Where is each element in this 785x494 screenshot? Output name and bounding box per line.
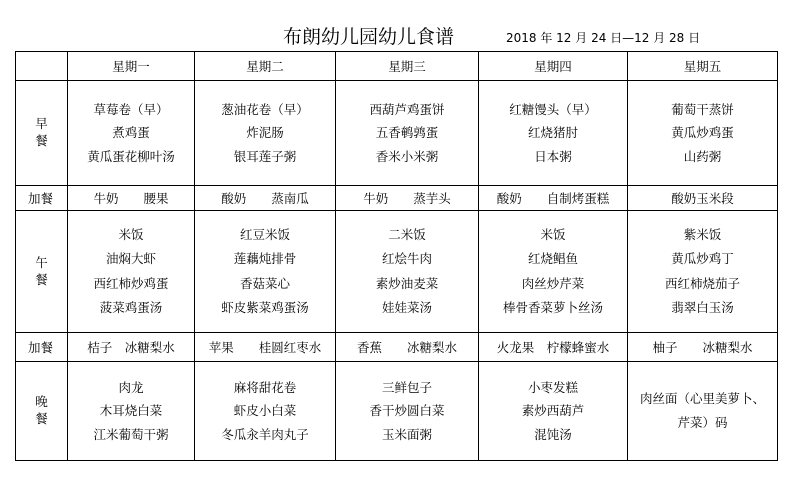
header-row bbox=[16, 52, 778, 81]
lunch-label: 午 餐 bbox=[16, 211, 68, 333]
menu-table bbox=[15, 51, 778, 461]
lunch-cell: 红豆米饭 莲藕炖排骨 香菇菜心 虾皮紫菜鸡蛋汤 bbox=[195, 211, 336, 333]
snack-am-label: 加餐 bbox=[16, 186, 68, 211]
corner-cell bbox=[16, 52, 68, 81]
breakfast-cell: 葡萄干蒸饼 黄瓜炒鸡蛋 山药粥 bbox=[628, 81, 778, 186]
page-title: 布朗幼儿园幼儿食谱 bbox=[283, 26, 455, 48]
snack-am-cell: 牛奶 蒸芋头 bbox=[336, 186, 479, 211]
snack-pm-row bbox=[16, 333, 778, 362]
lunch-cell: 米饭 红烧鲳鱼 肉丝炒芹菜 棒骨香菜萝卜丝汤 bbox=[479, 211, 628, 333]
snack-pm-cell: 火龙果 柠檬蜂蜜水 bbox=[479, 333, 628, 362]
breakfast-cell: 草莓卷（早） 煮鸡蛋 黄瓜蛋花柳叶汤 bbox=[68, 81, 195, 186]
snack-pm-cell: 香蕉 冰糖梨水 bbox=[336, 333, 479, 362]
breakfast-cell: 红糖馒头（早） 红烧猪肘 日本粥 bbox=[479, 81, 628, 186]
dinner-cell: 肉丝面（心里美萝卜、芹菜）码 bbox=[628, 362, 778, 461]
day-header: 星期一 bbox=[68, 52, 195, 81]
day-header: 星期二 bbox=[195, 52, 336, 81]
breakfast-row bbox=[16, 81, 778, 186]
breakfast-cell: 西葫芦鸡蛋饼 五香鹌鹑蛋 香米小米粥 bbox=[336, 81, 479, 186]
snack-pm-cell: 桔子 冰糖梨水 bbox=[68, 333, 195, 362]
dinner-cell: 小枣发糕 素炒西葫芦 混饨汤 bbox=[479, 362, 628, 461]
breakfast-label: 早 餐 bbox=[16, 81, 68, 186]
lunch-cell: 二米饭 红烩牛肉 素炒油麦菜 娃娃菜汤 bbox=[336, 211, 479, 333]
dinner-cell: 三鲜包子 香干炒圆白菜 玉米面粥 bbox=[336, 362, 479, 461]
snack-am-cell: 酸奶 蒸南瓜 bbox=[195, 186, 336, 211]
day-header: 星期五 bbox=[628, 52, 778, 81]
snack-am-cell: 牛奶 腰果 bbox=[68, 186, 195, 211]
snack-am-row bbox=[16, 186, 778, 211]
dinner-row bbox=[16, 362, 778, 461]
snack-am-cell: 酸奶玉米段 bbox=[628, 186, 778, 211]
lunch-row bbox=[16, 211, 778, 333]
snack-pm-cell: 苹果 桂圆红枣水 bbox=[195, 333, 336, 362]
day-header: 星期三 bbox=[336, 52, 479, 81]
snack-pm-cell: 柚子 冰糖梨水 bbox=[628, 333, 778, 362]
day-header: 星期四 bbox=[479, 52, 628, 81]
dinner-label: 晚 餐 bbox=[16, 362, 68, 461]
date-range: 2018 年 12 月 24 日—12 月 28 日 bbox=[506, 31, 701, 45]
snack-pm-label: 加餐 bbox=[16, 333, 68, 362]
breakfast-cell: 葱油花卷（早） 炸泥肠 银耳莲子粥 bbox=[195, 81, 336, 186]
lunch-cell: 紫米饭 黄瓜炒鸡丁 西红柿烧茄子 翡翠白玉汤 bbox=[628, 211, 778, 333]
dinner-cell: 肉龙 木耳烧白菜 江米葡萄干粥 bbox=[68, 362, 195, 461]
lunch-cell: 米饭 油焖大虾 西红柿炒鸡蛋 菠菜鸡蛋汤 bbox=[68, 211, 195, 333]
dinner-cell: 麻将甜花卷 虾皮小白菜 冬瓜汆羊肉丸子 bbox=[195, 362, 336, 461]
snack-am-cell: 酸奶 自制烤蛋糕 bbox=[479, 186, 628, 211]
